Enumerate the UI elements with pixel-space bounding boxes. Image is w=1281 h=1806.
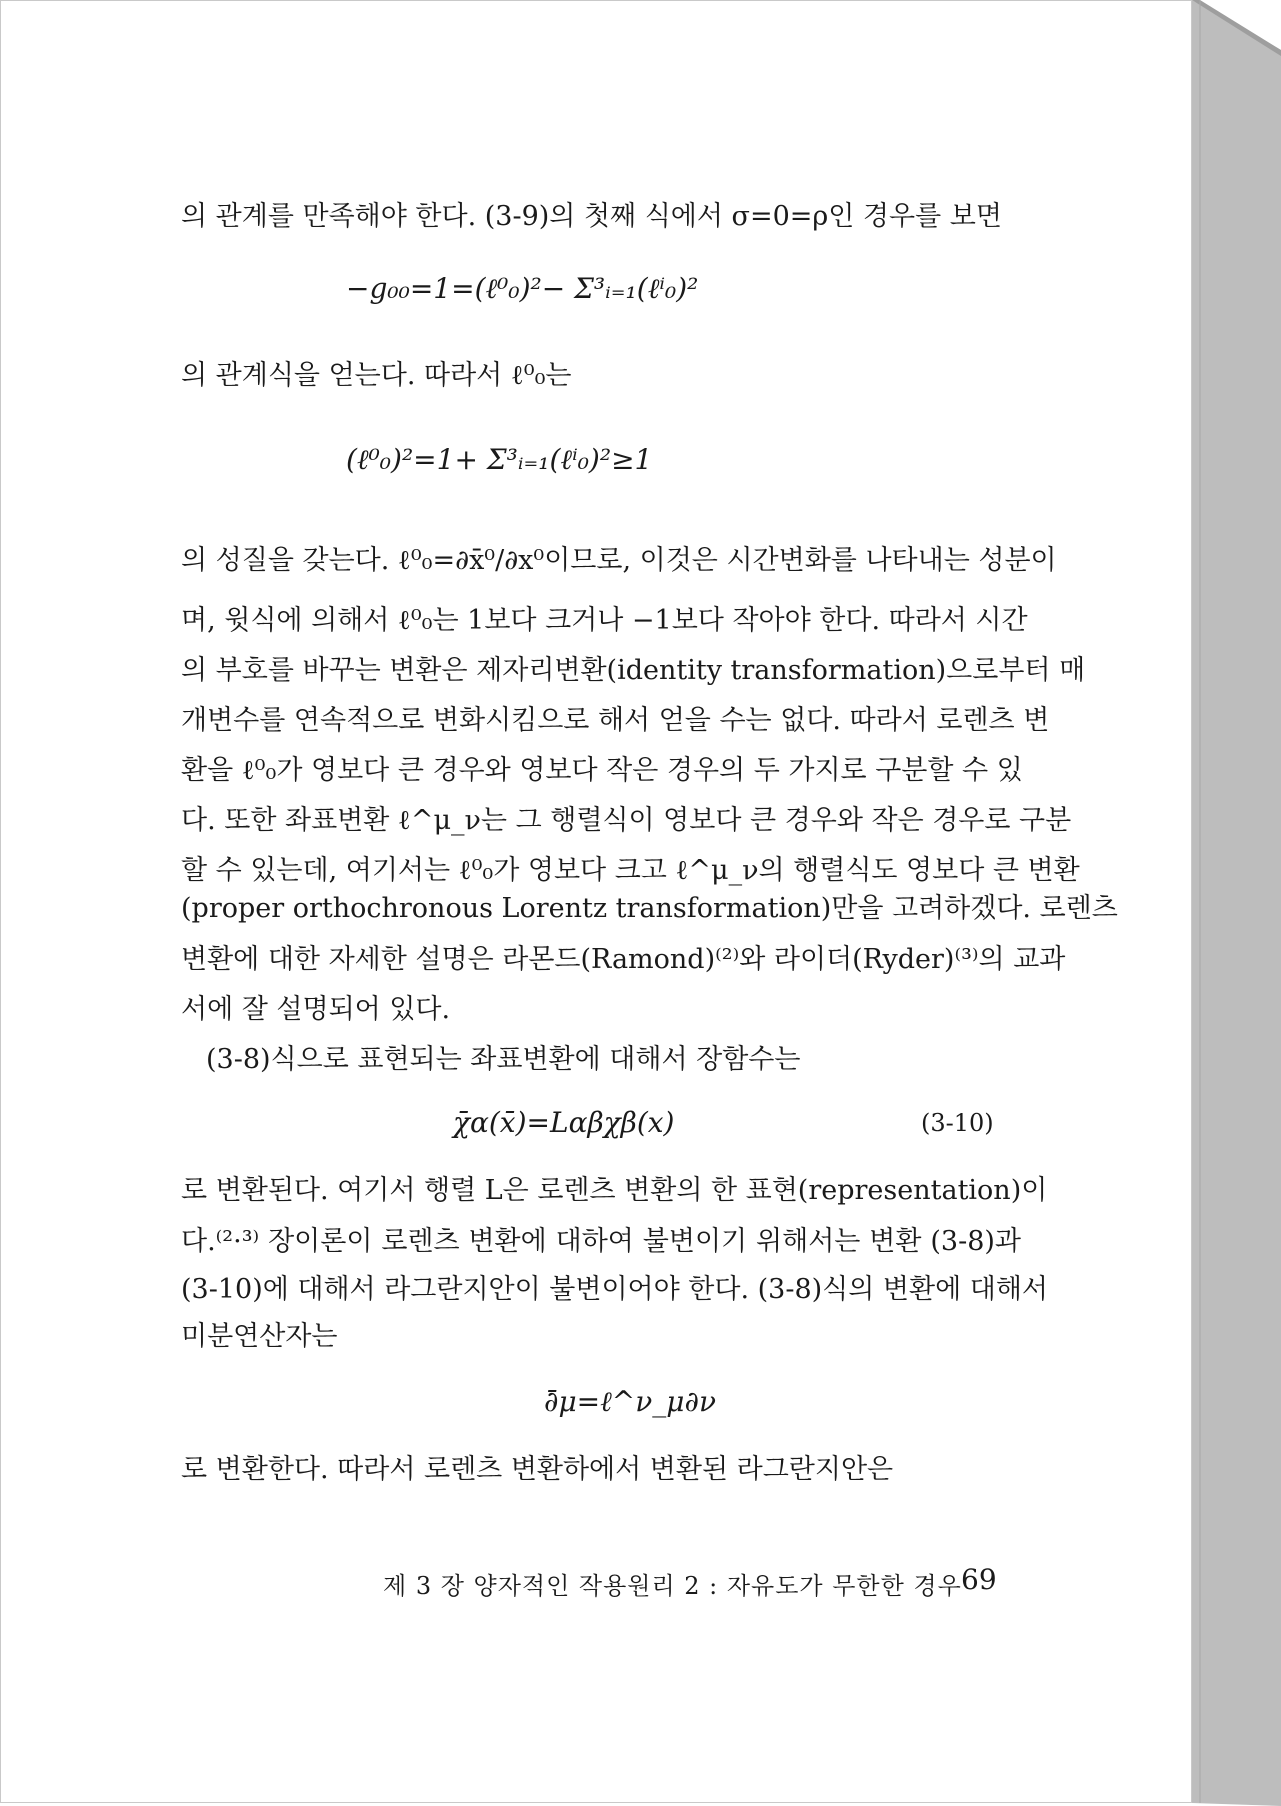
text-line: 미분연산자는 <box>181 1321 338 1352</box>
equation: −g₀₀=1=(ℓ⁰₀)²− Σ³ᵢ₌₁(ℓⁱ₀)² <box>346 272 699 305</box>
text-line: 며, 윗식에 의해서 ℓ⁰₀는 1보다 크거나 −1보다 작아야 한다. 따라서 시간 <box>181 605 1028 636</box>
equation-number: (3-10) <box>921 1109 994 1137</box>
equation: (ℓ⁰₀)²=1+ Σ³ᵢ₌₁(ℓⁱ₀)²≥1 <box>346 443 653 476</box>
text-line: 의 관계를 만족해야 한다. (3-9)의 첫째 식에서 σ=0=ρ인 경우를 보면 <box>181 201 1002 232</box>
text-line: 변환에 대한 자세한 설명은 라몬드(Ramond)⁽²⁾와 라이더(Ryder)⁽³⁾의 교과 <box>181 944 1066 975</box>
text-line: 의 성질을 갖는다. ℓ⁰₀=∂x̄⁰/∂x⁰이므로, 이것은 시간변화를 나타내는 성분이 <box>181 545 1057 576</box>
text-line: 환을 ℓ⁰₀가 영보다 큰 경우와 영보다 작은 경우의 두 가지로 구분할 수 있 <box>181 755 1023 786</box>
text-line: 서에 잘 설명되어 있다. <box>181 994 451 1025</box>
text-line: 의 부호를 바꾸는 변환은 제자리변환(identity transformation)으로부터 매 <box>181 655 1086 686</box>
text-line: (proper orthochronous Lorentz transformation)만을 고려하겠다. 로렌츠 <box>181 893 1118 924</box>
text-line: (3-10)에 대해서 라그란지안이 불변이어야 한다. (3-8)식의 변환에 대해서 <box>181 1274 1048 1305</box>
text-line: (3-8)식으로 표현되는 좌표변환에 대해서 장함수는 <box>206 1044 801 1075</box>
text-line: 로 변환한다. 따라서 로렌츠 변환하에서 변환된 라그란지안은 <box>181 1454 894 1485</box>
text-line: 로 변환된다. 여기서 행렬 L은 로렌츠 변환의 한 표현(representation)이 <box>181 1175 1048 1206</box>
text-line: 할 수 있는데, 여기서는 ℓ⁰₀가 영보다 크고 ℓ^μ_ν의 행렬식도 영보다 큰 변환 <box>181 855 1080 886</box>
page-number: 69 <box>961 1563 997 1596</box>
text-line: 다. 또한 좌표변환 ℓ^μ_ν는 그 행렬식이 영보다 큰 경우와 작은 경우로 구분 <box>181 805 1072 836</box>
text-line: 개변수를 연속적으로 변화시킴으로 해서 얻을 수는 없다. 따라서 로렌츠 변 <box>181 705 1050 736</box>
text-line: 다.⁽²·³⁾ 장이론이 로렌츠 변환에 대하여 불변이기 위해서는 변환 (3-8)과 <box>181 1226 1021 1257</box>
text-line: 의 관계식을 얻는다. 따라서 ℓ⁰₀는 <box>181 360 572 391</box>
equation: ∂̄μ=ℓ^ν_μ∂ν <box>544 1385 716 1418</box>
equation: χ̄α(x̄)=Lαβχβ(x) <box>453 1106 675 1139</box>
running-footer: 제 3 장 양자적인 작용원리 2 : 자유도가 무한한 경우 <box>383 1572 962 1600</box>
